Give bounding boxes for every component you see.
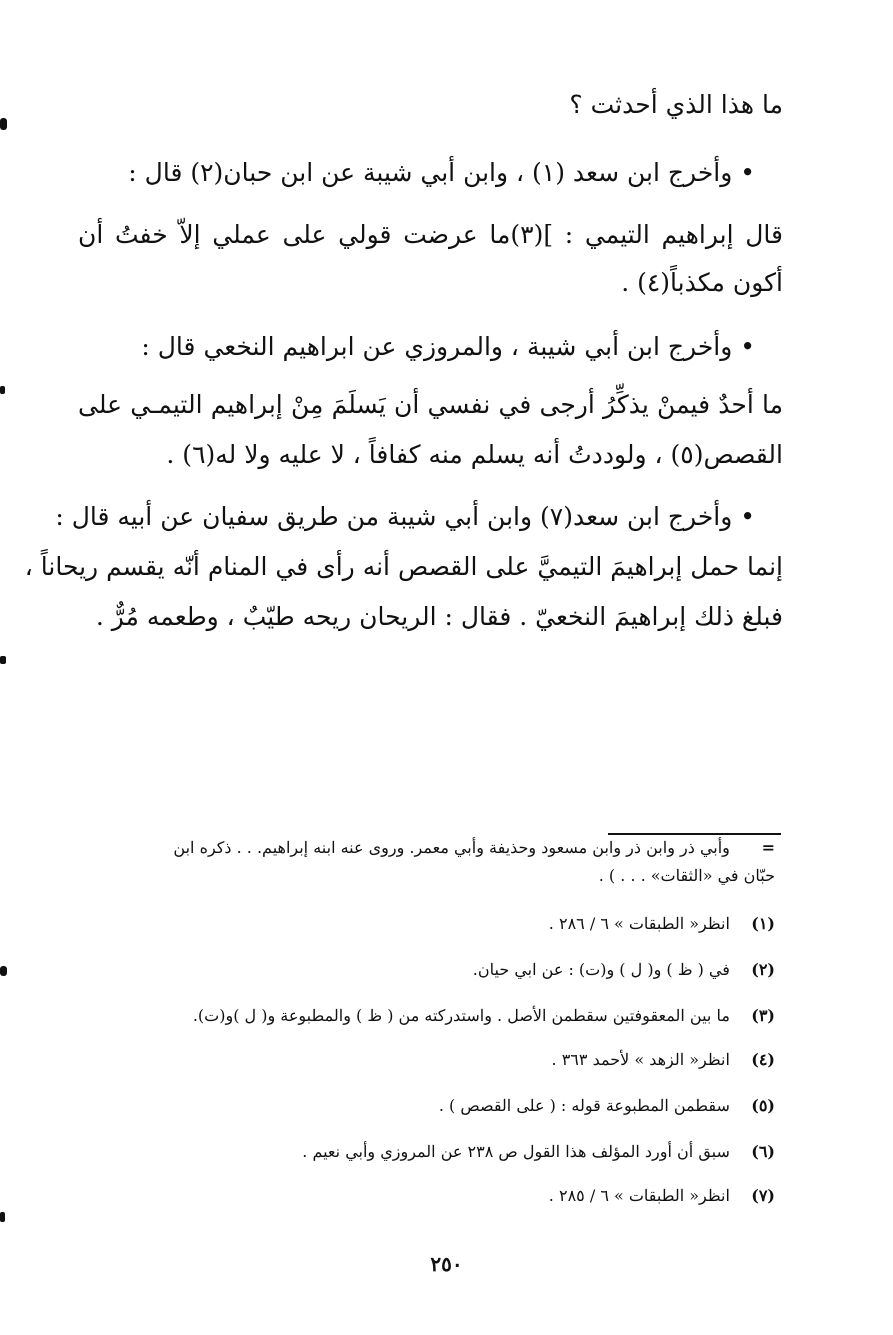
footnote-item [75,1184,775,1208]
text-line: ما هذا الذي أحدثت ؟ [569,90,783,119]
text-line: • وأخرج ابن سعد (١) ، وابن أبي شيبة عن ابن حبان(٢) قال : [128,158,755,187]
margin-mark [0,1212,5,1222]
footnote-text: في ( ظ ) و( ل ) و(ت) : عن ابي حيان. [472,960,730,979]
text-line: القصص(٥) ، ولوددتُ أنه يسلم منه كفافاً ، لا عليه ولا له(٦) . [166,440,783,469]
footnote-number: (٢) [751,960,775,979]
footnote-number: (٣) [751,1006,775,1025]
text-line: إنما حمل إبراهيمَ التيميَّ على القصص أنه رأى في المنام أنّه يقسم ريحاناً ، [24,552,783,581]
text-line: فبلغ ذلك إبراهيمَ النخعيّ . فقال : الريحان ريحه طيّبٌ ، وطعمه مُرٌّ . [95,602,783,631]
footnote-separator [608,833,781,835]
margin-mark [0,386,5,394]
footnote-item [75,1048,775,1072]
footnote-text: انظر« الطبقات » ٦ / ٢٨٥ . [548,1186,730,1205]
footnote-item [75,1004,775,1028]
footnote-number: (٥) [751,1096,775,1115]
margin-mark [0,118,7,130]
footnote-item [75,1140,775,1164]
continuation-text: حبّان في «الثقات» . . . ) . [598,866,775,885]
footnote-number: (١) [751,914,775,933]
footnote-item [75,958,775,982]
text-line: ما أحدٌ فيمنْ يذكِّرُ أرجى في نفسي أن يَسلَمَ مِنْ إبراهيم التيمـي على [78,390,783,419]
footnote-number: (٤) [751,1050,775,1069]
footnote-continuation [115,864,775,888]
footnote-item [75,1094,775,1118]
footnote-item [75,912,775,936]
footnote-text: انظر« الزهد » لأحمد ٣٦٣ . [551,1050,730,1069]
footnote-number: (٧) [751,1186,775,1205]
continuation-text: وأبي ذر وابن ذر وابن مسعود وحذيفة وأبي معمر. وروى عنه ابنه إبراهيم. . . ذكره ابن [173,838,730,857]
text-line: • وأخرج ابن سعد(٧) وابن أبي شيبة من طريق سفيان عن أبيه قال : [55,502,755,531]
margin-mark [0,656,6,664]
footnote-text: سقطمن المطبوعة قوله : ( على القصص ) . [438,1096,730,1115]
margin-mark [0,966,7,976]
continuation-marker: = [761,838,775,857]
footnote-text: ما بين المعقوفتين سقطمن الأصل . واستدركته من ( ظ ) والمطبوعة و( ل )و(ت). [192,1006,730,1025]
footnote-number: (٦) [751,1142,775,1161]
text-line: أكون مكذباً(٤) . [621,268,783,297]
footnote-continuation [75,836,775,860]
footnote-text: سبق أن أورد المؤلف هذا القول ص ٢٣٨ عن المروزي وأبي نعيم . [302,1142,730,1161]
text-line: • وأخرج ابن أبي شيبة ، والمروزي عن ابراهيم النخعي قال : [141,332,755,361]
text-line: قال إبراهيم التيمي : ](٣)ما عرضت قولي على عملي إلاّ خفتُ أن [78,220,783,249]
page-number: ٢٥٠ [430,1252,463,1276]
footnote-text: انظر« الطبقات » ٦ / ٢٨٦ . [548,914,730,933]
